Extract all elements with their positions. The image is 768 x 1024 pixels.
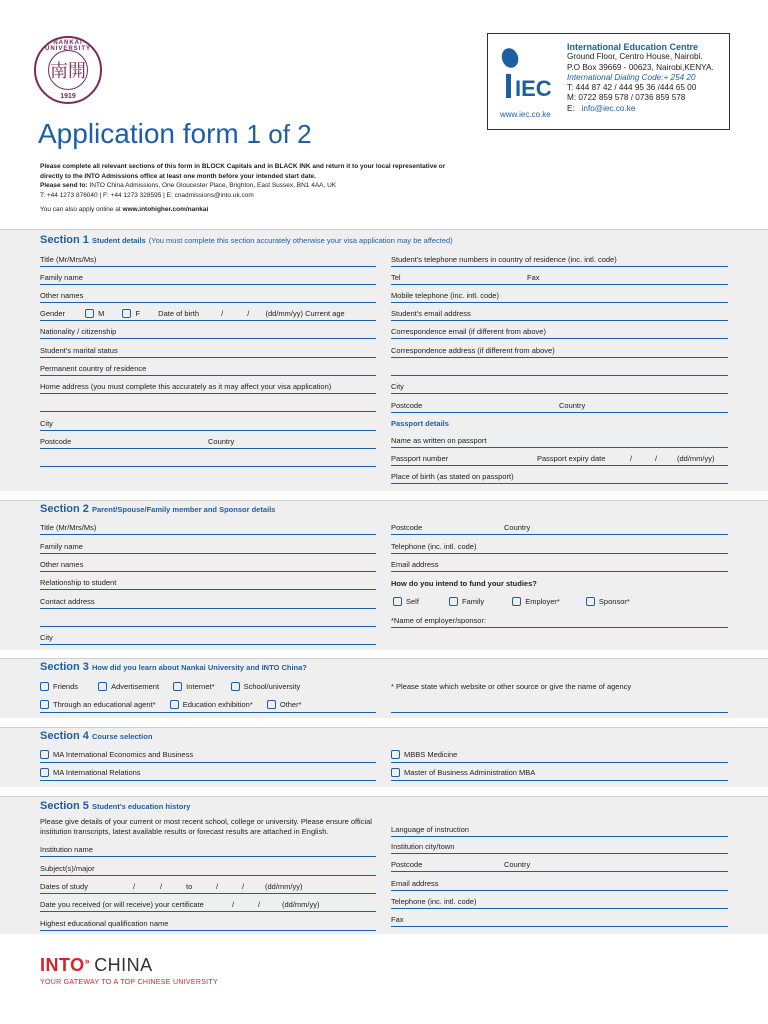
s5-intro-2: institution transcripts, latest available results or forecast results are attached in English.	[40, 827, 329, 836]
s5-received-slash-1: /	[232, 900, 235, 909]
intro-online-url[interactable]: www.intohigher.com/nankai	[122, 206, 209, 213]
iec-contact-box	[487, 33, 730, 130]
s2-employer-name-label: *Name of employer/sponsor:	[391, 616, 487, 625]
intro-online-prefix: You can also apply online at	[40, 206, 123, 213]
s1-pob-label: Place of birth (as stated on passport)	[391, 472, 514, 481]
s3-agent-label: Through an educational agent*	[53, 700, 156, 709]
section-1-bg	[0, 229, 768, 491]
s2-fund-family-label: Family	[462, 597, 485, 606]
s1-postcode-label: Postcode	[40, 437, 72, 446]
iec-line1: Ground Floor, Centro House, Nairobi.	[567, 52, 703, 62]
s5-country-label: Country	[504, 860, 531, 869]
s2-telephone-field[interactable]	[391, 553, 728, 554]
s1-passport-exp-label: Passport expiry date	[537, 454, 606, 463]
instructions	[40, 162, 480, 215]
s2-city-label: City	[40, 633, 53, 642]
s5-intro-1: Please give details of your current or most recent school, college or university. Please ensure official	[40, 817, 372, 826]
s5-inst-label: Institution name	[40, 845, 93, 854]
s1-r-city-field[interactable]	[391, 393, 728, 394]
s4-course-2	[40, 768, 141, 778]
section-1-number: Section 1	[40, 234, 89, 246]
s1-telnumbers-field[interactable]	[391, 266, 728, 267]
s1-permanent-field[interactable]	[40, 375, 376, 376]
seal-year: 1919	[60, 93, 76, 100]
s5-language-field[interactable]	[391, 836, 728, 837]
section-2-divider	[0, 500, 768, 501]
s1-tel-field[interactable]	[391, 284, 728, 285]
s3-other-label: Other*	[279, 700, 302, 709]
nankai-seal	[34, 36, 102, 104]
iec-tel: T: 444 87 42 / 444 95 36 /444 65 00	[567, 83, 697, 93]
s5-postcode-field[interactable]	[391, 871, 728, 872]
intro-p1: Please complete all relevant sections of this form in BLOCK Capitals and in BLACK INK and return it to your local representative or	[40, 163, 446, 170]
section-4-sub: Course selection	[91, 732, 153, 741]
section-3-heading	[40, 661, 307, 673]
s3-school-label: School/university	[243, 682, 301, 691]
s4-course-4	[391, 768, 535, 778]
s4-line-4	[391, 780, 728, 781]
s1-dob-slash-2: /	[247, 309, 250, 318]
s1-corr-email-field[interactable]	[391, 338, 728, 339]
s5-received-label: Date you received (or will receive) your certificate	[40, 900, 204, 909]
s1-passport-format: (dd/mm/yy)	[677, 454, 715, 463]
iec-logo-icon	[498, 46, 553, 108]
s4-course-3	[391, 750, 457, 760]
page-title	[38, 118, 312, 150]
s3-school-checkbox[interactable]	[231, 682, 240, 691]
s5-city-label: Institution city/town	[391, 842, 455, 851]
s1-home-label: Home address (you must complete this accurately as it may affect your visa application)	[40, 382, 332, 391]
s1-gender-label: Gender	[40, 309, 66, 318]
s2-telephone-label: Telephone (inc. intl. code)	[391, 542, 477, 551]
s1-dob-label: Date of birth	[158, 309, 200, 318]
s2-email-label: Email address	[391, 560, 439, 569]
iec-url: www.iec.co.ke	[500, 110, 551, 119]
s2-family-field[interactable]	[40, 553, 376, 554]
s4-line-1	[40, 762, 376, 763]
s5-received-slash-2: /	[258, 900, 261, 909]
s5-postcode-label: Postcode	[391, 860, 423, 869]
s1-gender-row	[40, 309, 345, 319]
section-1-heading	[40, 234, 453, 246]
s4-course-2-checkbox[interactable]	[40, 768, 49, 777]
s2-contact-label: Contact address	[40, 597, 95, 606]
s1-passport-name-label: Name as written on passport	[391, 436, 487, 445]
s5-dates-to: to	[186, 882, 193, 891]
s5-dates-format: (dd/mm/yy)	[265, 882, 303, 891]
into-wordmark: INTO	[40, 955, 85, 975]
s1-city-field[interactable]	[40, 430, 376, 431]
s5-subject-field[interactable]	[40, 875, 376, 876]
s1-passport-slash-2: /	[655, 454, 658, 463]
s1-gender-field[interactable]	[40, 320, 376, 321]
seal-emblem: 南開	[48, 50, 88, 90]
s1-gender-m-label: M	[98, 309, 105, 318]
s1-family-field[interactable]	[40, 284, 376, 285]
s3-internet-label: Internet*	[186, 682, 215, 691]
s2-fund-self-label: Self	[406, 597, 419, 606]
s3-left-line	[40, 712, 376, 713]
s2-family-label: Family name	[40, 542, 83, 551]
s4-course-4-label: Master of Business Administration MBA	[404, 768, 536, 777]
iec-logo-text: IEC	[515, 76, 552, 101]
s3-internet-checkbox[interactable]	[173, 682, 182, 691]
s1-email-label: Student's email address	[391, 309, 471, 318]
s2-employer-name-field[interactable]	[391, 627, 728, 628]
s1-age-label: Current age	[305, 309, 345, 318]
s5-city-field[interactable]	[391, 853, 728, 854]
s3-row-1	[40, 682, 300, 692]
s1-gender-f-checkbox[interactable]	[122, 309, 131, 318]
iec-dialing: International Dialing Code:+ 254 20	[567, 72, 696, 82]
s5-email-field[interactable]	[391, 890, 728, 891]
iec-address	[567, 42, 714, 114]
s1-email-field[interactable]	[391, 320, 728, 321]
section-1-divider	[0, 229, 768, 230]
s1-home-field-1[interactable]	[40, 393, 376, 394]
s1-postcode-field[interactable]	[40, 448, 376, 449]
s1-title-field[interactable]	[40, 266, 376, 267]
s1-mobile-field[interactable]	[391, 302, 728, 303]
s5-inst-field[interactable]	[40, 856, 376, 857]
s2-contact-field-2[interactable]	[40, 626, 376, 627]
s1-title-label: Title (Mr/Mrs/Ms)	[40, 255, 97, 264]
s5-language-label: Language of instruction	[391, 825, 469, 834]
s5-dates-slash-4: /	[242, 882, 245, 891]
s2-title-label: Title (Mr/Mrs/Ms)	[40, 523, 97, 532]
section-2-number: Section 2	[40, 503, 89, 515]
s2-fund-family-checkbox[interactable]	[449, 597, 458, 606]
s1-dob-slash-1: /	[221, 309, 224, 318]
s1-mobile-label: Mobile telephone (inc. intl. code)	[391, 291, 499, 300]
s1-other-label: Other names	[40, 291, 84, 300]
s1-home-field-2[interactable]	[40, 411, 376, 412]
s5-dates-field[interactable]	[40, 893, 376, 894]
s1-pob-field[interactable]	[391, 483, 728, 484]
s1-country-label: Country	[208, 437, 235, 446]
section-5-divider	[0, 796, 768, 797]
iec-email-prefix: E:	[567, 103, 575, 113]
s1-nationality-field[interactable]	[40, 338, 376, 339]
section-3-number: Section 3	[40, 661, 89, 673]
s2-city-field[interactable]	[40, 644, 376, 645]
s1-passport-slash-1: /	[630, 454, 633, 463]
s5-fax-label: Fax	[391, 915, 404, 924]
s2-postcode-label: Postcode	[391, 523, 423, 532]
s1-nationality-label: Nationality / citizenship	[40, 327, 117, 336]
s3-friends-checkbox[interactable]	[40, 682, 49, 691]
section-2-sub: Parent/Spouse/Family member and Sponsor details	[91, 505, 276, 514]
s2-other-label: Other names	[40, 560, 84, 569]
s1-marital-field[interactable]	[40, 357, 376, 358]
s2-fund-self-checkbox[interactable]	[393, 597, 402, 606]
iec-mobile: M: 0722 859 578 / 0736 859 578	[567, 93, 686, 103]
into-china-logo	[40, 955, 153, 976]
s3-source-field[interactable]	[391, 712, 728, 713]
s3-friends-label: Friends	[53, 682, 79, 691]
s4-course-1-checkbox[interactable]	[40, 750, 49, 759]
s1-corr-addr-field-2[interactable]	[391, 375, 728, 376]
s5-email-label: Email address	[391, 879, 439, 888]
s5-highest-label: Highest educational qualification name	[40, 919, 169, 928]
intro-send-label: Please send to:	[40, 182, 88, 189]
s4-course-1	[40, 750, 193, 760]
s5-intro	[40, 817, 372, 837]
s2-contact-field-1[interactable]	[40, 608, 376, 609]
s2-fund-employer-label: Employer*	[525, 597, 560, 606]
s4-course-3-checkbox[interactable]	[391, 750, 400, 759]
iec-line2: P.O Box 39669 - 00623, Nairobi,KENYA.	[567, 62, 714, 72]
section-3-sub: How did you learn about Nankai University and INTO China?	[91, 663, 307, 672]
s5-fax-field[interactable]	[391, 926, 728, 927]
s5-dates-slash-2: /	[160, 882, 163, 891]
s5-dates-slash-3: /	[216, 882, 219, 891]
s1-fax-label: Fax	[527, 273, 540, 282]
s2-postcode-field[interactable]	[391, 534, 728, 535]
section-1-note: (You must complete this section accurately otherwise your visa application may be affected)	[148, 236, 453, 245]
s2-title-field[interactable]	[40, 534, 376, 535]
seal-university-name: NANKAI UNIVERSITY	[44, 40, 91, 52]
s3-note: * Please state which website or other source or give the name of agency	[391, 682, 632, 691]
s5-received-field[interactable]	[40, 911, 376, 912]
s2-fund-question: How do you intend to fund your studies?	[391, 579, 537, 588]
s4-course-1-label: MA International Economics and Business	[53, 750, 194, 759]
s2-email-field[interactable]	[391, 571, 728, 572]
s2-fund-employer-checkbox[interactable]	[512, 597, 521, 606]
intro-p2: directly to the INTO Admissions office at least one month before your intended start date.	[40, 172, 316, 180]
s1-corr-addr-label: Correspondence address (if different from above)	[391, 346, 555, 355]
section-4-heading	[40, 730, 152, 742]
s1-other-field[interactable]	[40, 302, 376, 303]
s1-r-country-label: Country	[559, 401, 586, 410]
s1-tel-label: Tel	[391, 273, 401, 282]
s5-subject-label: Subject(s)/major	[40, 864, 95, 873]
footer-tagline: YOUR GATEWAY TO A TOP CHINESE UNIVERSITY	[40, 979, 218, 986]
s1-marital-label: Student's marital status	[40, 346, 118, 355]
s2-other-field[interactable]	[40, 571, 376, 572]
s2-fund-sponsor-label: Sponsor*	[598, 597, 630, 606]
s4-course-4-checkbox[interactable]	[391, 768, 400, 777]
s5-telephone-label: Telephone (inc. intl. code)	[391, 897, 477, 906]
s1-corr-addr-field-1[interactable]	[391, 357, 728, 358]
s1-permanent-label: Permanent country of residence	[40, 364, 147, 373]
china-wordmark: CHINA	[94, 955, 153, 975]
s2-fund-options	[393, 597, 630, 607]
s1-telnumbers-label: Student's telephone numbers in country of residence (inc. intl. code)	[391, 255, 617, 264]
s3-agent-checkbox[interactable]	[40, 700, 49, 709]
section-4-number: Section 4	[40, 730, 89, 742]
title-text: Application form	[38, 118, 239, 149]
s5-dates-label: Dates of study	[40, 882, 88, 891]
s4-line-3	[391, 762, 728, 763]
s3-exhibition-label: Education exhibition*	[182, 700, 253, 709]
iec-name: International Education Centre	[567, 42, 699, 52]
s2-relationship-field[interactable]	[40, 589, 376, 590]
section-5-sub: Student's education history	[91, 802, 191, 811]
s1-corr-email-label: Correspondence email (if different from above)	[391, 327, 546, 336]
section-3-divider	[0, 658, 768, 659]
s1-passport-num-field[interactable]	[391, 465, 728, 466]
s3-exhibition-checkbox[interactable]	[170, 700, 179, 709]
s1-city-label: City	[40, 419, 53, 428]
s1-passport-heading: Passport details	[391, 419, 449, 428]
s1-extra-field[interactable]	[40, 466, 376, 467]
s3-advertisement-checkbox[interactable]	[98, 682, 107, 691]
s2-fund-sponsor-checkbox[interactable]	[586, 597, 595, 606]
s1-passport-num-label: Passport number	[391, 454, 449, 463]
s4-course-2-label: MA International Relations	[53, 768, 141, 777]
s3-advertisement-label: Advertisement	[111, 682, 160, 691]
s4-line-2	[40, 780, 376, 781]
s1-dob-format: (dd/mm/yy)	[265, 309, 303, 318]
section-5-number: Section 5	[40, 800, 89, 812]
section-5-heading	[40, 800, 190, 812]
s1-gender-m-checkbox[interactable]	[85, 309, 94, 318]
s1-family-label: Family name	[40, 273, 83, 282]
s2-relationship-label: Relationship to student	[40, 578, 117, 587]
section-2-heading	[40, 503, 275, 515]
iec-email[interactable]: info@iec.co.ke	[581, 103, 636, 113]
s1-gender-f-label: F	[135, 309, 141, 318]
s1-r-postcode-label: Postcode	[391, 401, 423, 410]
s1-passport-name-field[interactable]	[391, 447, 728, 448]
s5-telephone-field[interactable]	[391, 908, 728, 909]
intro-contact: T: +44 1273 876040 | F: +44 1273 328595 | E: cnadmissions@into.uk.com	[40, 191, 254, 199]
s2-country-label: Country	[504, 523, 531, 532]
s5-received-format: (dd/mm/yy)	[282, 900, 320, 909]
s3-other-checkbox[interactable]	[267, 700, 276, 709]
section-1-sub: Student details	[91, 236, 146, 245]
section-4-divider	[0, 727, 768, 728]
into-mark-icon: »	[84, 956, 91, 966]
s3-row-2	[40, 700, 302, 710]
s1-r-postcode-field[interactable]	[391, 412, 728, 413]
s4-course-3-label: MBBS Medicine	[404, 750, 458, 759]
s1-r-city-label: City	[391, 382, 404, 391]
s5-highest-field[interactable]	[40, 930, 376, 931]
title-part: 1 of 2	[246, 119, 312, 149]
s5-dates-slash-1: /	[133, 882, 136, 891]
intro-send-addr: INTO China Admissions, One Gloucester Place, Brighton, East Sussex, BN1 4AA, UK	[89, 182, 337, 189]
